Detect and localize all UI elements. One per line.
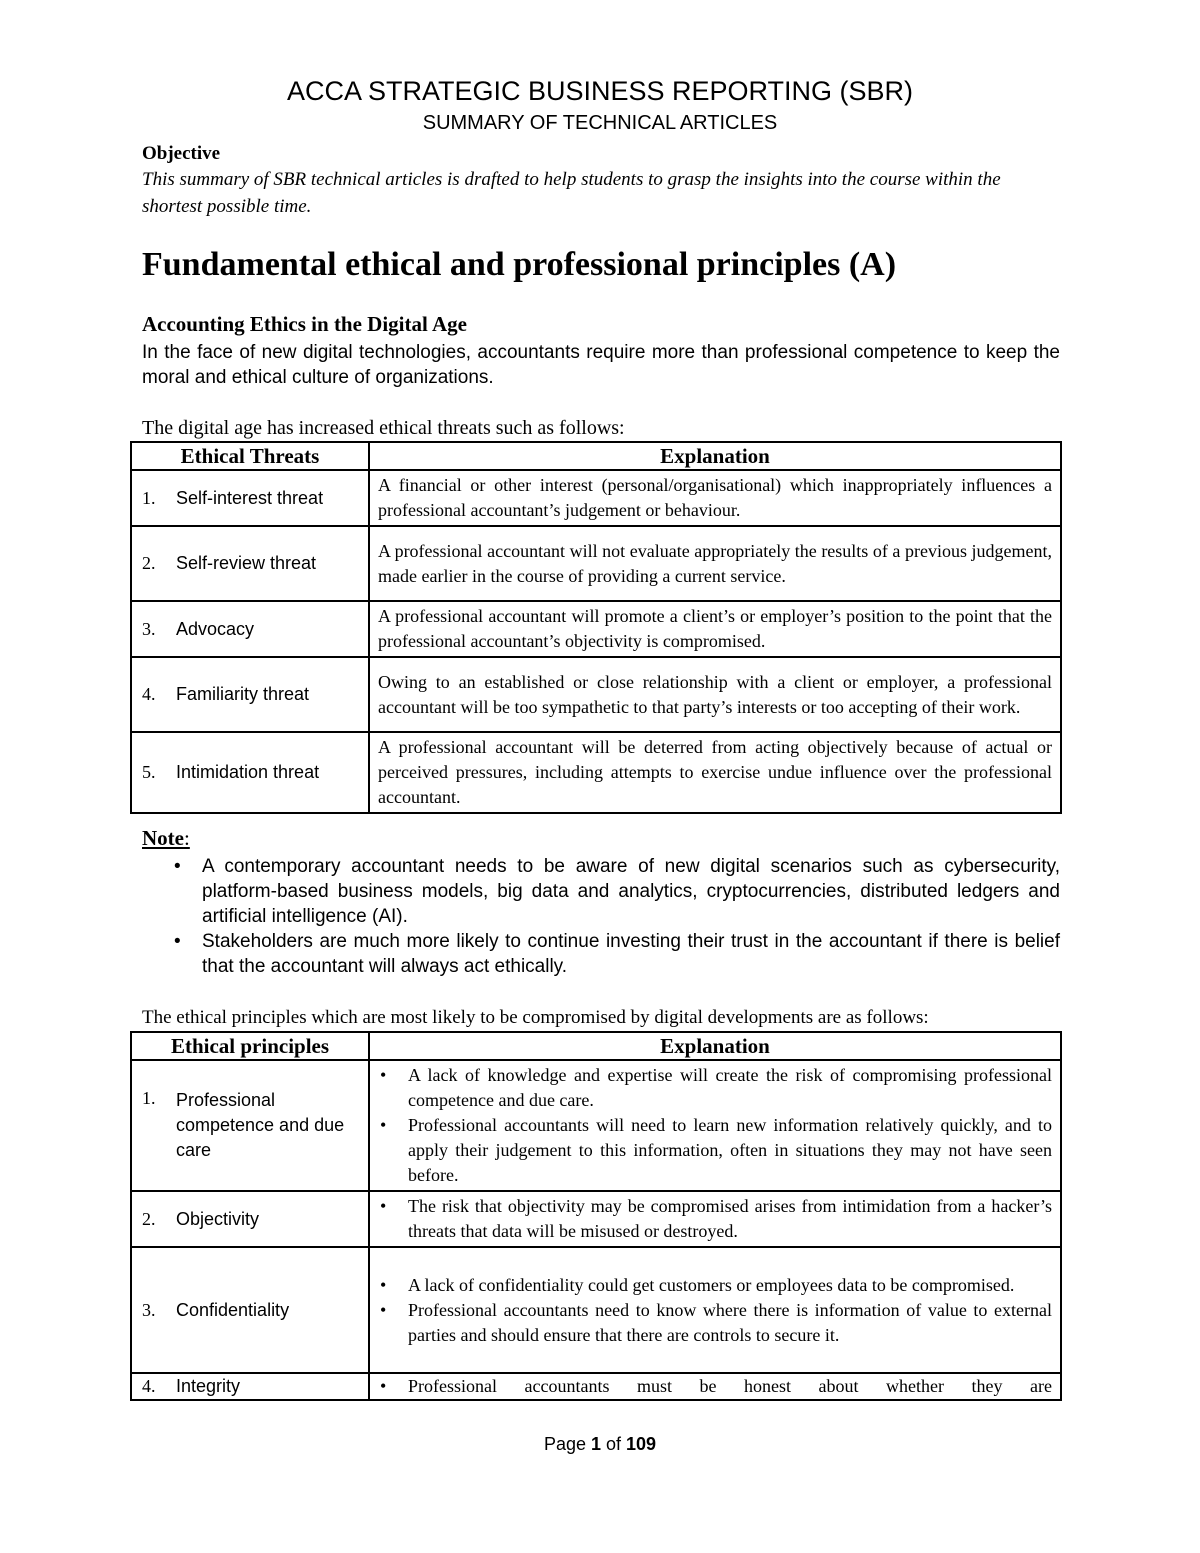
objective-text: This summary of SBR technical articles is drafted to help students to grasp the insights into the course within the shortest possible time. — [142, 169, 1001, 217]
table-row — [131, 1060, 1061, 1191]
list-item-text: A lack of knowledge and expertise will create the risk of compromising professional competence and due care. — [408, 1065, 1052, 1110]
section-heading: Fundamental ethical and professional principles (A) — [142, 246, 897, 283]
explanation-list — [378, 1273, 1052, 1348]
list-item — [378, 1298, 1052, 1348]
list-item — [172, 929, 1060, 979]
bullet-icon: • — [174, 856, 181, 877]
list-item-text: Professional accountants will need to learn new information relatively quickly, and to apply their judgement to this information, often in situations they may not have seen before. — [408, 1115, 1052, 1185]
explanation-cell: A financial or other interest (personal/organisational) which inappropriately influences a professional accountant’s judgement or behaviour. — [369, 470, 1061, 526]
column-header: Ethical principles — [131, 1032, 369, 1060]
note-label — [142, 826, 190, 851]
explanation-list — [378, 1063, 1052, 1188]
threat-name: Self-review threat — [176, 553, 317, 573]
threat-cell — [131, 732, 369, 813]
bullet-icon: • — [380, 1065, 387, 1085]
document-title: ACCA STRATEGIC BUSINESS REPORTING (SBR) — [286, 76, 914, 106]
threat-cell — [131, 470, 369, 526]
explanation-cell — [369, 1060, 1061, 1191]
row-number: 4. — [142, 1376, 156, 1396]
principles-intro: The ethical principles which are most likely to be compromised by digital developments are as follows: — [142, 1007, 929, 1028]
list-item-text: The risk that objectivity may be compromised arises from intimidation from a hacker’s threats that data will be misused or destroyed. — [408, 1196, 1052, 1241]
principle-name: Confidentiality — [176, 1299, 290, 1320]
list-item-text: Professional accountants need to know where there is information of value to external parties and should ensure that there are controls to secure it. — [408, 1299, 1052, 1345]
ethical-threats-table — [130, 441, 1062, 814]
row-number: 4. — [142, 684, 156, 704]
article-text: In the face of new digital technologies, accountants require more than professional competence to keep the moral and ethical culture of organizations. — [142, 342, 1060, 388]
page-footer — [0, 1434, 1200, 1455]
list-item — [378, 1113, 1052, 1188]
total-page-count: 109 — [626, 1434, 657, 1454]
explanation-list — [378, 1194, 1052, 1244]
list-item-text: Professional accountants must be honest about whether they are — [408, 1376, 1052, 1396]
threat-name: Intimidation threat — [176, 762, 320, 782]
explanation-cell — [369, 1191, 1061, 1247]
list-item — [172, 854, 1060, 929]
bullet-icon: • — [380, 1376, 387, 1396]
principle-cell — [131, 1373, 369, 1400]
article-heading: Accounting Ethics in the Digital Age — [142, 312, 467, 336]
row-number: 5. — [142, 762, 156, 782]
list-item-text: Stakeholders are much more likely to continue investing their trust in the accountant if there is belief that the accountant will always act ethically. — [202, 931, 1060, 977]
list-item — [378, 1374, 1052, 1399]
threat-name: Familiarity threat — [176, 684, 310, 704]
table-row — [131, 1373, 1061, 1400]
list-item — [378, 1063, 1052, 1113]
row-number: 3. — [142, 618, 156, 639]
table-row — [131, 1247, 1061, 1373]
table-row — [131, 526, 1061, 601]
table-header-row — [131, 442, 1061, 470]
table-row — [131, 470, 1061, 526]
document-subtitle: SUMMARY OF TECHNICAL ARTICLES — [422, 112, 778, 134]
explanation-cell: Owing to an established or close relationship with a client or employer, a professional accountant will be too sympathetic to that party’s interests or too accepting of their work. — [369, 657, 1061, 732]
principle-cell — [131, 1247, 369, 1373]
principle-name: Professional competence and due care — [176, 1090, 345, 1160]
explanation-list — [378, 1374, 1052, 1399]
note-colon: : — [183, 826, 190, 850]
table-row — [131, 657, 1061, 732]
current-page-number: 1 — [590, 1434, 601, 1454]
explanation-cell — [369, 1373, 1061, 1400]
principle-name: Objectivity — [176, 1208, 260, 1229]
row-number: 1. — [142, 1088, 156, 1108]
footer-prefix: Page — [543, 1434, 591, 1454]
explanation-cell: A professional accountant will be deterred from acting objectively because of actual or perceived pressures, including attempts to exercise undue influence over the professional accountant. — [369, 732, 1061, 813]
table-header-row — [131, 1032, 1061, 1060]
row-number: 2. — [142, 553, 156, 573]
list-item — [378, 1194, 1052, 1244]
bullet-icon: • — [380, 1115, 387, 1135]
ethical-principles-table — [130, 1031, 1062, 1401]
bullet-icon: • — [380, 1299, 387, 1320]
column-header: Ethical Threats — [131, 442, 369, 470]
bullet-icon: • — [174, 931, 181, 952]
footer-of: of — [601, 1434, 627, 1454]
objective-label: Objective — [142, 143, 221, 164]
note-label-text: Note — [142, 826, 184, 850]
threat-name: Self-interest threat — [176, 487, 324, 508]
column-header: Explanation — [369, 442, 1061, 470]
table-row — [131, 601, 1061, 657]
principle-cell — [131, 1191, 369, 1247]
explanation-cell — [369, 1247, 1061, 1373]
row-number: 3. — [142, 1299, 156, 1320]
column-header: Explanation — [369, 1032, 1061, 1060]
list-item-text: A contemporary accountant needs to be aware of new digital scenarios such as cybersecurity, platform-based business models, big data and analytics, cryptocurrencies, distributed ledgers and artificial intelligence (AI). — [202, 856, 1060, 927]
bullet-icon: • — [380, 1196, 387, 1216]
bullet-icon: • — [380, 1274, 387, 1295]
table-row — [131, 732, 1061, 813]
threat-cell — [131, 526, 369, 601]
note-list — [172, 854, 1060, 979]
principle-name: Integrity — [176, 1376, 241, 1396]
threat-cell — [131, 601, 369, 657]
table-row — [131, 1191, 1061, 1247]
threats-intro: The digital age has increased ethical threats such as follows: — [142, 417, 625, 439]
principle-cell — [131, 1060, 369, 1191]
row-number: 2. — [142, 1208, 156, 1229]
list-item-text: A lack of confidentiality could get customers or employees data to be compromised. — [408, 1274, 1015, 1295]
threat-cell — [131, 657, 369, 732]
threat-name: Advocacy — [176, 618, 255, 639]
explanation-cell: A professional accountant will promote a client’s or employer’s position to the point that the professional accountant’s objectivity is compromised. — [369, 601, 1061, 657]
list-item — [378, 1273, 1052, 1298]
explanation-cell: A professional accountant will not evaluate appropriately the results of a previous judgement, made earlier in the course of providing a current service. — [369, 526, 1061, 601]
row-number: 1. — [142, 487, 156, 508]
